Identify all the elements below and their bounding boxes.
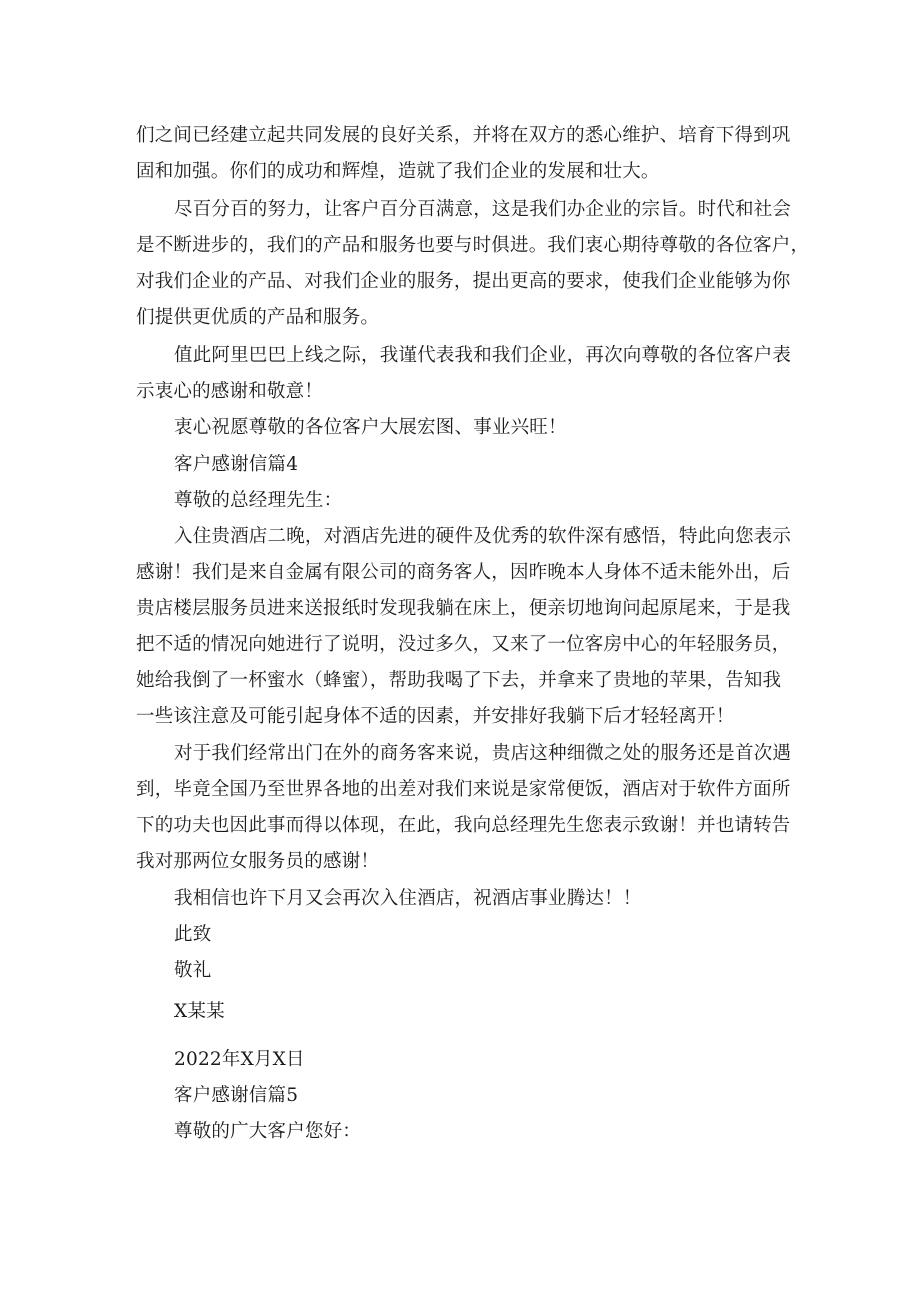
paragraph-line: 下的功夫也因此事而得以体现，在此，我向总经理先生您表示致谢！并也请转告	[136, 815, 791, 836]
paragraph-line: 一些该注意及可能引起身体不适的因素，并安排好我躺下后才轻轻离开！	[136, 706, 735, 727]
closing-line: 敬礼	[174, 960, 212, 981]
paragraph-line: 贵店楼层服务员进来送报纸时发现我躺在床上，便亲切地询问起原尾来，于是我	[136, 598, 791, 619]
paragraph-line: 把不适的情况向她进行了说明，没过多久，又来了一位客房中心的年轻服务员，	[136, 634, 791, 655]
salutation: 尊敬的广大客户您好：	[174, 1121, 362, 1142]
salutation: 尊敬的总经理先生：	[174, 490, 343, 511]
paragraph-line: 我相信也许下月又会再次入住酒店，祝酒店事业腾达！！	[174, 888, 642, 909]
paragraph-line: 对于我们经常出门在外的商务客来说，贵店这种细微之处的服务还是首次遇	[174, 743, 792, 764]
signature-name: X某某	[174, 1001, 225, 1022]
paragraph-line: 她给我倒了一杯蜜水（蜂蜜），帮助我喝了下去，并拿来了贵地的苹果，告知我	[136, 670, 782, 691]
paragraph-line: 值此阿里巴巴上线之际，我谨代表我和我们企业，再次向尊敬的各位客户表	[174, 345, 792, 366]
paragraph-line: 是不断进步的，我们的产品和服务也要与时俱进。我们衷心期待尊敬的各位客户，	[136, 235, 810, 256]
paragraph-line: 入住贵酒店二晚，对酒店先进的硬件及优秀的软件深有感悟，特此向您表示	[174, 526, 792, 547]
paragraph-line: 尽百分百的努力，让客户百分百满意，这是我们办企业的宗旨。时代和社会	[174, 199, 792, 220]
closing-line: 此致	[174, 924, 212, 945]
paragraph-line: 们提供更优质的产品和服务。	[136, 307, 380, 328]
paragraph-line: 示衷心的感谢和敬意！	[136, 381, 324, 402]
paragraph-line: 对我们企业的产品、对我们企业的服务，提出更高的要求，使我们企业能够为你	[136, 271, 791, 292]
signature-date: 2022年X月X日	[174, 1049, 305, 1070]
paragraph-line: 感谢！我们是来自金属有限公司的商务客人，因昨晚本人身体不适未能外出，后	[136, 562, 791, 583]
paragraph-line: 我对那两位女服务员的感谢！	[136, 851, 380, 872]
section-heading: 客户感谢信篇4	[174, 454, 299, 475]
paragraph-line: 到，毕竟全国乃至世界各地的出差对我们来说是家常便饭，酒店对于软件方面所	[136, 779, 791, 800]
paragraph-line: 衷心祝愿尊敬的各位客户大展宏图、事业兴旺！	[174, 417, 567, 438]
paragraph-line: 们之间已经建立起共同发展的良好关系，并将在双方的悉心维护、培育下得到巩	[136, 125, 791, 146]
section-heading: 客户感谢信篇5	[174, 1085, 299, 1106]
paragraph-line: 固和加强。你们的成功和辉煌，造就了我们企业的发展和壮大。	[136, 161, 660, 182]
